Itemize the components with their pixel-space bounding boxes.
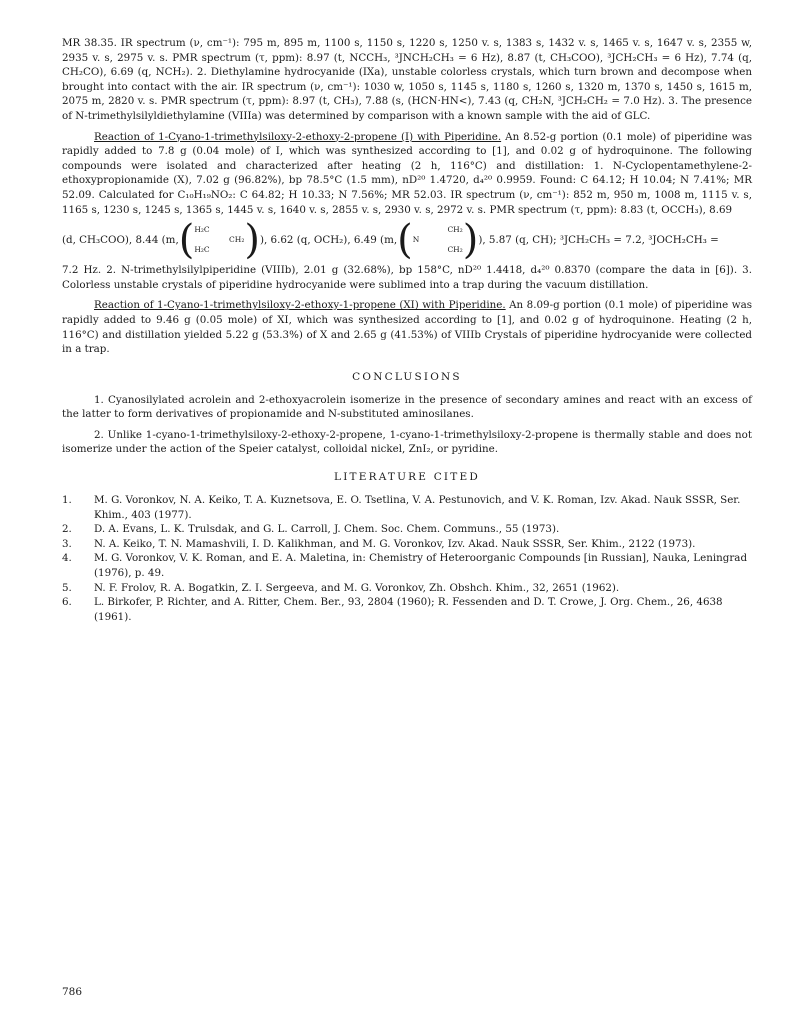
- page-body: [62, 36, 752, 624]
- struct-text-2: ), 6.62 (q, OCH₂), 6.49 (m,: [259, 234, 398, 247]
- struct1-top: H₂C: [194, 225, 210, 235]
- conclusions-heading: CONCLUSIONS: [352, 370, 462, 383]
- reference-item: [62, 595, 752, 624]
- struct2-left: N: [412, 235, 420, 245]
- reference-text: L. Birkofer, P. Richter, and A. Ritter, Chem. Ber., 93, 2804 (1960); R. Fessenden and D. T. Crowe, J. Org. Chem., 26, 4638 (1961).: [94, 596, 723, 623]
- conclusion-2: 2. Unlike 1-cyano-1-trimethylsiloxy-2-ethoxy-2-propene, 1-cyano-1-trimethylsiloxy-2-propene is thermally stable and does not isomerize under the action of the Speier catalyst, colloidal nickel, ZnI₂, or pyridine.: [62, 428, 752, 456]
- reference-text: M. G. Voronkov, V. K. Roman, and E. A. Maletina, in: Chemistry of Heteroorganic Compounds [in Russian], Nauka, Leningrad (1976), p. 49.: [94, 552, 748, 580]
- page-number: 786: [62, 986, 83, 998]
- reference-text: N. A. Keiko, T. N. Mamashvili, I. D. Kalikhman, and M. G. Voronkov, Izv. Akad. Nauk SSSR, Ser. Khim., 2122 (1973).: [94, 537, 696, 550]
- left-paren-2: (: [397, 217, 413, 264]
- paragraph-reaction-2: [62, 298, 752, 356]
- struct2-bottom: CH₂: [447, 245, 463, 255]
- reference-number: 4.: [62, 552, 72, 565]
- reference-item: [62, 493, 752, 522]
- reference-number: 1.: [62, 494, 72, 507]
- paragraph-reaction-1: [62, 130, 752, 218]
- reference-text: D. A. Evans, L. K. Trulsdak, and G. L. Carroll, J. Chem. Soc. Chem. Communs., 55 (1973).: [94, 523, 560, 536]
- reference-number: 5.: [62, 581, 72, 594]
- reference-text: N. F. Frolov, R. A. Bogatkin, Z. I. Sergeeva, and M. G. Voronkov, Zh. Obshch. Khim., 32, 2651 (1962).: [94, 581, 620, 594]
- reaction-1-body: An 8.52-g portion (0.1 mole) of piperidine was rapidly added to 7.8 g (0.04 mole) of I, which was synthesized according to [1], and 0.02 g of hydroquinone. The following compounds were isolated and characterized after heating (2 h, 116°C) and distillation: 1. N-Cyclopentamethylene-2-ethoxypropionamide (X), 7.02 g (96.82%), bp 78.5°C (1.5 mm), nD²⁰ 1.4720, d₄²⁰ 0.9959. Found: C 64.12; H 10.04; N 7.41%; MR 52.09. Calculated for C₁₀H₁₉NO₂: C 64.82; H 10.33; N 7.56%; MR 52.03. IR spectrum (ν, cm⁻¹): 852 m, 950 m, 1008 m, 1115 v. s, 1165 s, 1230 s, 1245 s, 1365 s, 1445 v. s, 1640 v. s, 2855 v. s, 2930 v. s, 2972 v. s. PMR spectrum (τ, ppm): 8.83 (t, OCCH₃), 8.69: [62, 130, 752, 216]
- reaction-2-title: Reaction of 1-Cyano-1-trimethylsiloxy-2-ethoxy-1-propene (XI) with Piperidine.: [94, 299, 506, 312]
- reference-item: [62, 522, 752, 537]
- reference-item: [62, 537, 752, 552]
- struct2-top: CH₂: [447, 225, 463, 235]
- reference-item: [62, 551, 752, 580]
- paragraph-spectra: MR 38.35. IR spectrum (ν, cm⁻¹): 795 m, 895 m, 1100 s, 1150 s, 1220 s, 1250 v. s, 1383 s, 1432 v. s, 1465 v. s, 1647 v. s, 2355 w, 2935 v. s, 2975 v. s. PMR spectrum (τ, ppm): 8.97 (t, NCCH₃, ³JNCH₂CH₃ = 6 Hz), 8.87 (t, CH₃COO), ³JCH₂CH₃ = 6 Hz), 7.74 (q, CH₂CO), 6.69 (q, NCH₂). 2. Diethylamine hydrocyanide (IXa), unstable colorless crystals, which turn brown and decompose when brought into contact with the air. IR spectrum (ν, cm⁻¹): 1030 w, 1050 s, 1145 s, 1180 s, 1260 s, 1320 m, 1370 s, 1450 s, 1615 m, 2075 m, 2820 v. s. PMR spectrum (τ, ppm): 8.97 (t, CH₃), 7.88 (s, (HCN·HN<), 7.43 (q, CH₂N, ³JCH₂CH₂ = 7.0 Hz). 3. The presence of N-trimethylsilyldiethylamine (VIIIa) was determined by comparison with a known sample with the aid of GLC.: [62, 37, 752, 122]
- struct-text-1: (d, CH₃COO), 8.44 (m,: [62, 234, 179, 247]
- struct1-right: CH₂: [229, 235, 245, 245]
- reaction-1-title: Reaction of 1-Cyano-1-trimethylsiloxy-2-ethoxy-2-propene (I) with Piperidine.: [94, 130, 502, 143]
- reference-number: 2.: [62, 523, 72, 536]
- structure-line: [62, 217, 752, 264]
- conclusion-1: 1. Cyanosilylated acrolein and 2-ethoxyacrolein isomerize in the presence of secondary amines and react with an excess of the latter to form derivatives of propionamide and N-substituted aminosilanes.: [62, 393, 752, 421]
- literature-heading: LITERATURE CITED: [334, 471, 480, 484]
- reference-list: [62, 493, 752, 624]
- reference-item: [62, 581, 752, 596]
- reaction-2-body: An 8.09-g portion (0.1 mole) of piperidine was rapidly added to 9.46 g (0.05 mole) of XI, which was synthesized according to [1], and 0.02 g of hydroquinone. Heating (2 h, 116°C) and distillation yielded 5.22 g (53.3%) of X and 2.65 g (41.53%) of VIIIb Crystals of piperidine hydrocyanide were collected in a trap.: [62, 299, 752, 356]
- cyclopentane-structure: [194, 225, 244, 255]
- n-ring-structure: [413, 225, 463, 255]
- left-paren-1: (: [178, 217, 195, 264]
- reference-number: 6.: [62, 596, 72, 609]
- right-paren-1: ): [244, 217, 260, 264]
- struct1-bottom: H₂C: [194, 245, 210, 255]
- reference-number: 3.: [62, 537, 72, 550]
- reference-text: M. G. Voronkov, N. A. Keiko, T. A. Kuznetsova, E. O. Tsetlina, V. A. Pestunovich, and V. K. Roman, Izv. Akad. Nauk SSSR, Ser. Khim., 403 (1977).: [94, 494, 741, 521]
- right-paren-2: ): [462, 217, 479, 264]
- paragraph-continued: 7.2 Hz. 2. N-trimethylsilylpiperidine (VIIIb), 2.01 g (32.68%), bp 158°C, nD²⁰ 1.4418, d₄²⁰ 0.8370 (compare the data in [6]). 3. Colorless unstable crystals of piperidine hydrocyanide were sublimed into a trap during the vacuum distillation.: [62, 264, 752, 291]
- struct-text-3: ), 5.87 (q, CH); ³JCH₂CH₃ = 7.2, ³JOCH₂CH₃ =: [478, 234, 719, 247]
